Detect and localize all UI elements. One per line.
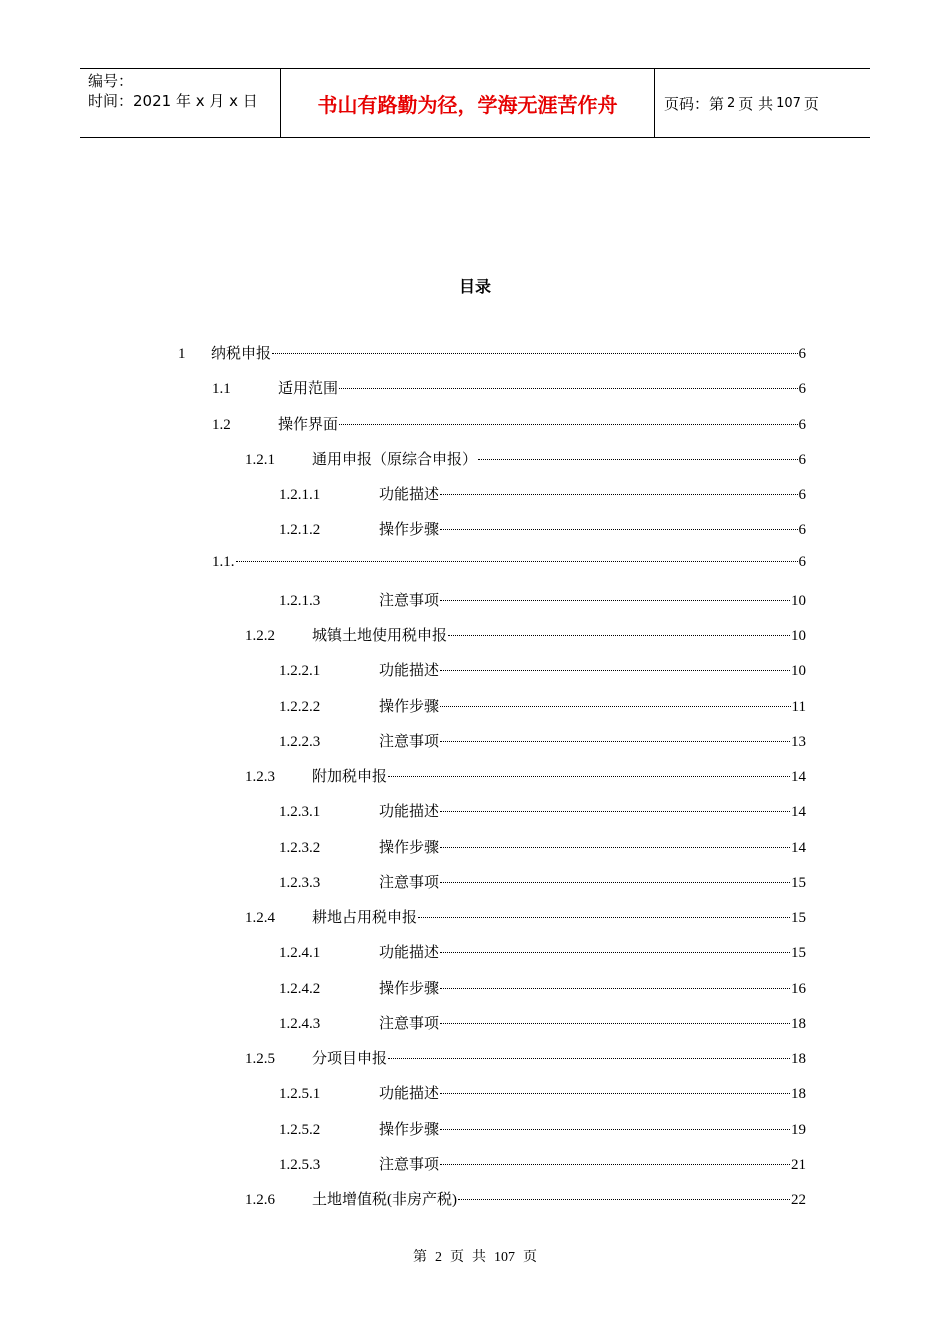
toc-entry-title: 功能描述 <box>379 487 440 503</box>
toc-dot-leader <box>236 561 798 562</box>
toc-entry[interactable] <box>279 977 806 999</box>
toc-entry[interactable] <box>212 413 806 435</box>
toc-entry-page: 14 <box>791 839 806 856</box>
toc-title: 目录 <box>458 277 491 296</box>
toc-entry-page: 14 <box>791 804 806 821</box>
toc-entry-number: 1.2.1.2 <box>279 522 321 539</box>
toc-entry-number: 1.2.6 <box>245 1192 275 1208</box>
toc-dot-leader <box>478 459 797 460</box>
toc-dot-leader <box>440 1129 790 1130</box>
toc-entry[interactable] <box>245 765 806 787</box>
toc-entry-page: 6 <box>798 416 806 433</box>
toc-dot-leader <box>388 776 790 777</box>
toc-dot-leader <box>440 600 790 601</box>
page-footer <box>0 1246 950 1266</box>
document-header <box>80 68 870 138</box>
toc-entry-page: 18 <box>791 1015 806 1032</box>
toc-entry-number: 1.2.4.1 <box>279 945 321 962</box>
toc-dot-leader <box>272 353 797 354</box>
toc-entry-page: 19 <box>791 1121 806 1138</box>
toc-entry[interactable] <box>245 624 806 646</box>
toc-entry[interactable] <box>245 906 806 928</box>
toc-entry-page: 10 <box>791 628 806 644</box>
header-motto-cell <box>281 69 655 137</box>
toc-dot-leader <box>440 494 797 495</box>
toc-dot-leader <box>440 952 790 953</box>
toc-entry-page: 6 <box>798 346 806 362</box>
header-page-prefix: 页码：第 <box>664 94 725 113</box>
toc-entry-number: 1.2 <box>212 416 231 433</box>
toc-entry[interactable] <box>279 1012 806 1034</box>
toc-entry-page: 16 <box>791 980 806 997</box>
toc-entry-title: 功能描述 <box>379 663 440 680</box>
toc-entry-number: 1.2.5.1 <box>279 1086 321 1103</box>
toc-entry-page: 15 <box>791 945 806 962</box>
toc-entry-page: 6 <box>798 451 806 468</box>
toc-entry-title: 纳税申报 <box>211 346 272 362</box>
toc-entry-page: 11 <box>791 698 806 715</box>
toc-dot-leader <box>440 1093 790 1094</box>
toc-entry-title: 注意事项 <box>379 1015 440 1032</box>
toc-entry-title: 注意事项 <box>379 874 440 891</box>
toc-dot-leader <box>440 529 797 530</box>
toc-entry-title: 操作步骤 <box>379 839 440 856</box>
toc-entry[interactable] <box>279 483 806 505</box>
toc-entry-title: 操作步骤 <box>379 1121 440 1138</box>
toc-entry-title: 操作步骤 <box>379 522 440 539</box>
toc-entry-title: 操作界面 <box>278 416 339 433</box>
toc-entry-number: 1.2.5.3 <box>279 1156 321 1173</box>
toc-entry-page: 21 <box>791 1156 806 1173</box>
toc-entry-title: 功能描述 <box>379 1086 440 1103</box>
toc-entry-title: 注意事项 <box>379 592 440 609</box>
footer-suffix: 页 <box>523 1250 537 1265</box>
toc-dot-leader <box>440 847 790 848</box>
toc-entry[interactable] <box>279 518 806 540</box>
toc-entry-number: 1.2.2.3 <box>279 733 321 750</box>
toc-entry-number: 1.2.3.2 <box>279 839 321 856</box>
toc-entry-number: 1.2.1 <box>245 451 275 468</box>
toc-entry-title: 功能描述 <box>379 804 440 821</box>
toc-entry-page: 18 <box>791 1051 806 1067</box>
toc-entry-number: 1.2.3.3 <box>279 874 321 891</box>
toc-entry-title: 适用范围 <box>278 381 339 398</box>
toc-dot-leader <box>440 741 790 742</box>
header-page-total: 107 <box>776 95 801 111</box>
toc-entry-number: 1.2.2 <box>245 628 275 644</box>
toc-entry-title: 通用申报（原综合申报） <box>312 451 478 468</box>
toc-entry[interactable] <box>279 695 806 717</box>
toc-dot-leader <box>440 882 790 883</box>
toc-dot-leader <box>440 706 791 707</box>
toc-dot-leader <box>440 1164 790 1165</box>
toc-entry-page: 6 <box>798 381 806 398</box>
toc-entry-number: 1.2.5 <box>245 1051 275 1067</box>
toc-entry-page: 15 <box>791 910 806 926</box>
serial-label: 编号： <box>88 72 134 90</box>
toc-entry[interactable] <box>245 1047 806 1069</box>
header-page-suffix: 页 <box>803 94 819 113</box>
toc-dot-leader <box>440 811 790 812</box>
toc-entry-number: 1.2.1.3 <box>279 592 321 609</box>
toc-entry[interactable] <box>279 659 806 681</box>
toc-entry-number: 1.2.3 <box>245 769 275 785</box>
toc-entry-title: 操作步骤 <box>379 698 440 715</box>
toc-entry-title: 功能描述 <box>379 945 440 962</box>
toc-entry-page: 14 <box>791 769 806 785</box>
toc-entry-title: 城镇土地使用税申报 <box>312 628 448 644</box>
toc-entry[interactable] <box>212 377 806 399</box>
toc-entry-page: 6 <box>798 487 806 503</box>
toc-dot-leader <box>440 988 790 989</box>
toc-entry-page: 15 <box>791 874 806 891</box>
toc-entry[interactable] <box>279 1118 806 1140</box>
toc-entry-title: 注意事项 <box>379 733 440 750</box>
toc-entry-page: 18 <box>791 1086 806 1103</box>
toc-entry[interactable] <box>279 730 806 752</box>
toc-entry-title: 操作步骤 <box>379 980 440 997</box>
toc-entry[interactable] <box>279 871 806 893</box>
toc-entry-number: 1.1 <box>212 381 231 398</box>
footer-total: 107 <box>494 1250 515 1265</box>
toc-entry[interactable] <box>279 1082 806 1104</box>
toc-entry[interactable] <box>178 342 806 364</box>
toc-entry[interactable] <box>279 836 806 858</box>
toc-entry-title: 分项目申报 <box>312 1051 388 1067</box>
toc-entry-page: 13 <box>791 733 806 750</box>
toc-entry-number: 1.1. <box>212 553 235 570</box>
date-label: 时间：2021 年 x 月 x 日 <box>88 92 258 110</box>
toc-dot-leader <box>458 1199 790 1200</box>
toc-entry-number: 1.2.3.1 <box>279 804 321 821</box>
footer-mid2: 共 <box>472 1250 486 1265</box>
toc-entry[interactable] <box>279 941 806 963</box>
toc-entry-title: 土地增值税(非房产税) <box>312 1192 457 1208</box>
toc-entry-number: 1.2.1.1 <box>279 487 321 503</box>
toc-entry-number: 1.2.2.2 <box>279 698 321 715</box>
footer-current: 2 <box>435 1250 442 1265</box>
toc-entry-page: 10 <box>791 663 806 680</box>
toc-entry-number: 1 <box>178 346 186 362</box>
toc-dot-leader <box>448 635 790 636</box>
toc-entry-page: 10 <box>791 592 806 609</box>
toc-entry[interactable] <box>245 1188 806 1210</box>
footer-prefix: 第 <box>413 1250 427 1265</box>
toc-entry[interactable] <box>245 448 806 470</box>
toc-entry-number: 1.2.2.1 <box>279 663 321 680</box>
header-page-cell <box>655 69 870 137</box>
toc-entry[interactable] <box>279 1153 806 1175</box>
toc-entry-page: 22 <box>791 1192 806 1208</box>
toc-entry-title: 耕地占用税申报 <box>312 910 418 926</box>
toc-dot-leader <box>440 1023 790 1024</box>
toc-dot-leader <box>440 670 790 671</box>
toc-entry-page: 6 <box>798 553 806 570</box>
toc-entry[interactable] <box>279 800 806 822</box>
toc-entry-number: 1.2.5.2 <box>279 1121 321 1138</box>
toc-entry-number: 1.2.4 <box>245 910 275 926</box>
header-meta-cell <box>80 69 281 137</box>
toc-dot-leader <box>339 424 797 425</box>
toc-dot-leader <box>388 1058 790 1059</box>
toc-dot-leader <box>339 388 797 389</box>
toc-entry-number: 1.2.4.2 <box>279 980 321 997</box>
toc-entry-page: 6 <box>798 522 806 539</box>
header-motto: 书山有路勤为径，学海无涯苦作舟 <box>317 92 618 117</box>
header-page-current: 2 <box>727 95 736 111</box>
toc-entry-title: 附加税申报 <box>312 769 388 785</box>
toc-entry[interactable] <box>212 554 806 576</box>
toc-entry[interactable] <box>279 589 806 611</box>
footer-mid1: 页 <box>450 1250 464 1265</box>
header-page-mid: 页 共 <box>738 94 774 113</box>
toc-entry-title: 注意事项 <box>379 1156 440 1173</box>
toc-dot-leader <box>418 917 790 918</box>
toc-entry-number: 1.2.4.3 <box>279 1015 321 1032</box>
